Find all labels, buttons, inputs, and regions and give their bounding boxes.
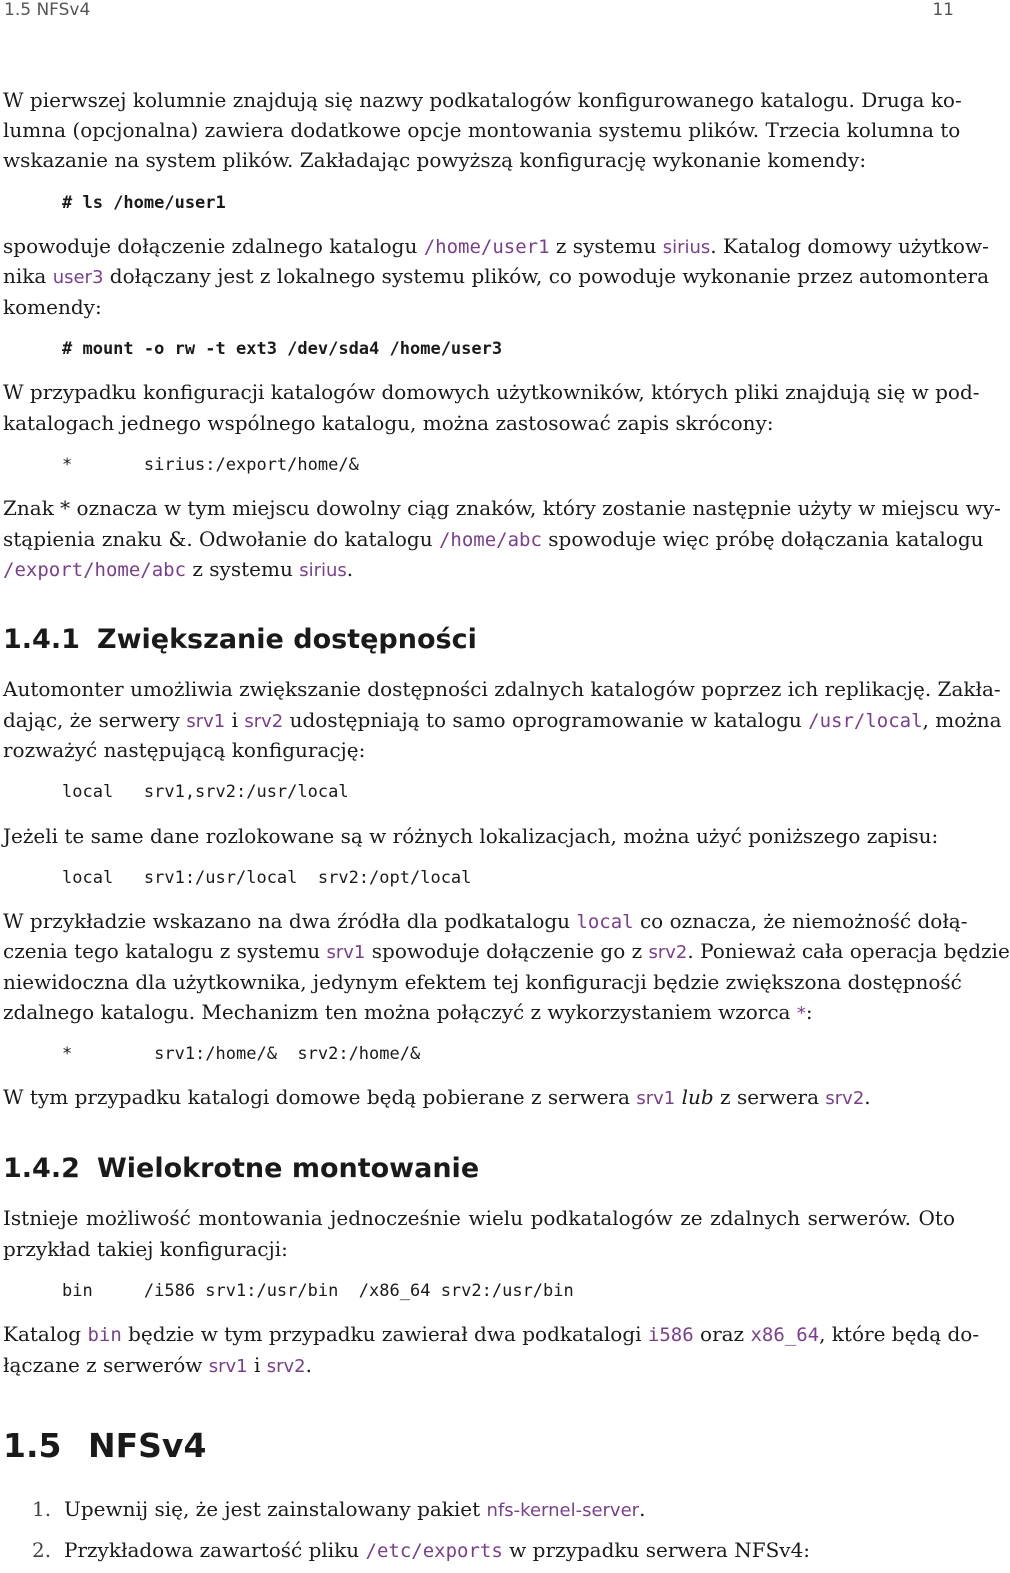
section-heading: [3, 624, 477, 656]
paragraph-line: /export/home/abc z systemu sirius.: [3, 557, 354, 581]
section-number: 1.5: [3, 1426, 62, 1465]
paragraph-line: Jeżeli te same dane rozlokowane są w różnych lokalizacjach, można użyć poniższego zapisu:: [3, 824, 939, 848]
wildcard: *: [796, 1003, 806, 1024]
paragraph-line: komendy:: [3, 295, 102, 319]
host-name: srv1: [326, 942, 366, 963]
code-config: * srv1:/home/& srv2:/home/&: [62, 1044, 421, 1064]
user-name: user3: [52, 267, 104, 288]
host-name: srv2: [648, 942, 688, 963]
section-title: Zwiększanie dostępności: [97, 624, 477, 655]
paragraph-line: łączane z serwerów srv1 i srv2.: [3, 1353, 312, 1377]
paragraph-line: dając, że serwery srv1 i srv2 udostępniają to samo oprogramowanie w katalogu /usr/local, można: [3, 708, 1002, 732]
host-name: sirius: [662, 237, 711, 258]
section-number: 1.4.1: [3, 624, 80, 655]
code-command: # ls /home/user1: [62, 193, 226, 213]
header-section: 1.5 NFSv4: [4, 0, 91, 20]
paragraph-line: lumna (opcjonalna) zawiera dodatkowe opcje montowania systemu plików. Trzecia kolumna to: [3, 118, 961, 142]
paragraph-line: W tym przypadku katalogi domowe będą pobierane z serwera srv1 lub z serwera srv2.: [3, 1085, 871, 1109]
section-heading: [3, 1153, 479, 1185]
paragraph-line: wskazanie na system plików. Zakładając powyższą konfigurację wykonanie komendy:: [3, 148, 867, 172]
path: /etc/exports: [365, 1540, 503, 1562]
paragraph-line: rozważyć następującą konfigurację:: [3, 738, 366, 762]
section-title: NFSv4: [88, 1426, 207, 1465]
code-config: bin /i586 srv1:/usr/bin /x86_64 srv2:/usr/bin: [62, 1281, 574, 1301]
package-name: nfs-kernel-server: [486, 1500, 640, 1521]
path: /usr/local: [808, 710, 923, 732]
section-number: 1.4.2: [3, 1153, 80, 1184]
paragraph-line: Znak * oznacza w tym miejscu dowolny ciąg znaków, który zostanie następnie użyty w miejscu wy-: [3, 496, 1001, 520]
host-name: srv2: [266, 1356, 306, 1377]
paragraph-line: W pierwszej kolumnie znajdują się nazwy podkatalogów konfigurowanego katalogu. Druga ko-: [3, 88, 962, 112]
paragraph-line: Automonter umożliwia zwiększanie dostępności zdalnych katalogów poprzez ich replikację. Zakła-: [3, 677, 1001, 701]
section-title: Wielokrotne montowanie: [97, 1153, 480, 1184]
page-number: 11: [932, 0, 954, 20]
list-item: 1. Upewnij się, że jest zainstalowany pakiet nfs-kernel-server.: [32, 1497, 646, 1521]
code-command: # mount -o rw -t ext3 /dev/sda4 /home/user3: [62, 339, 503, 359]
running-header: [0, 0, 960, 24]
paragraph-line: zdalnego katalogu. Mechanizm ten można połączyć z wykorzystaniem wzorca *:: [3, 1000, 813, 1024]
list-number: 2.: [32, 1538, 52, 1562]
host-name: sirius: [299, 560, 347, 581]
paragraph-line: W przypadku konfiguracji katalogów domowych użytkowników, których pliki znajdują się w pod-: [3, 380, 980, 404]
paragraph-line: spowoduje dołączenie zdalnego katalogu /home/user1 z systemu sirius. Katalog domowy użytkow-: [3, 234, 989, 258]
path: /home/abc: [438, 529, 542, 551]
paragraph-line: Istnieje możliwość montowania jednocześnie wielu podkatalogów ze zdalnych serwerów. Oto: [3, 1206, 955, 1230]
paragraph-line: niewidoczna dla użytkownika, jedynym efektem tej konfiguracji będzie zwiększona dostępność: [3, 970, 962, 994]
list-item: 2. Przykładowa zawartość pliku /etc/exports w przypadku serwera NFSv4:: [32, 1538, 811, 1562]
host-name: srv1: [208, 1356, 248, 1377]
dir-name: x86_64: [750, 1324, 820, 1346]
chapter-section-heading: [3, 1426, 206, 1466]
dir-name: bin: [87, 1324, 122, 1346]
host-name: srv1: [636, 1088, 676, 1109]
list-number: 1.: [32, 1497, 52, 1521]
host-name: srv2: [244, 711, 284, 732]
dir-name: i586: [647, 1324, 694, 1346]
paragraph-line: katalogach jednego wspólnego katalogu, można zastosować zapis skrócony:: [3, 411, 774, 435]
code-config: local srv1,srv2:/usr/local: [62, 782, 349, 802]
host-name: srv2: [825, 1088, 865, 1109]
paragraph-line: przykład takiej konfiguracji:: [3, 1237, 288, 1261]
paragraph-line: W przykładzie wskazano na dwa źródła dla podkatalogu local co oznacza, że niemożność dołą-: [3, 909, 968, 933]
paragraph-line: czenia tego katalogu z systemu srv1 spowoduje dołączenie go z srv2. Ponieważ cała operacja będzie: [3, 939, 1010, 963]
host-name: srv1: [186, 711, 226, 732]
path: /home/user1: [423, 236, 550, 258]
paragraph-line: nika user3 dołączany jest z lokalnego systemu plików, co powoduje wykonanie przez automontera: [3, 264, 990, 288]
paragraph-line: stąpienia znaku &. Odwołanie do katalogu /home/abc spowoduje więc próbę dołączania katalogu: [3, 527, 984, 551]
path: /export/home/abc: [3, 559, 187, 581]
code-config: * sirius:/export/home/&: [62, 455, 359, 475]
code-config: local srv1:/usr/local srv2:/opt/local: [62, 868, 472, 888]
paragraph-line: Katalog bin będzie w tym przypadku zawierał dwa podkatalogi i586 oraz x86_64, które będą do-: [3, 1322, 980, 1346]
dir-name: local: [576, 911, 634, 933]
